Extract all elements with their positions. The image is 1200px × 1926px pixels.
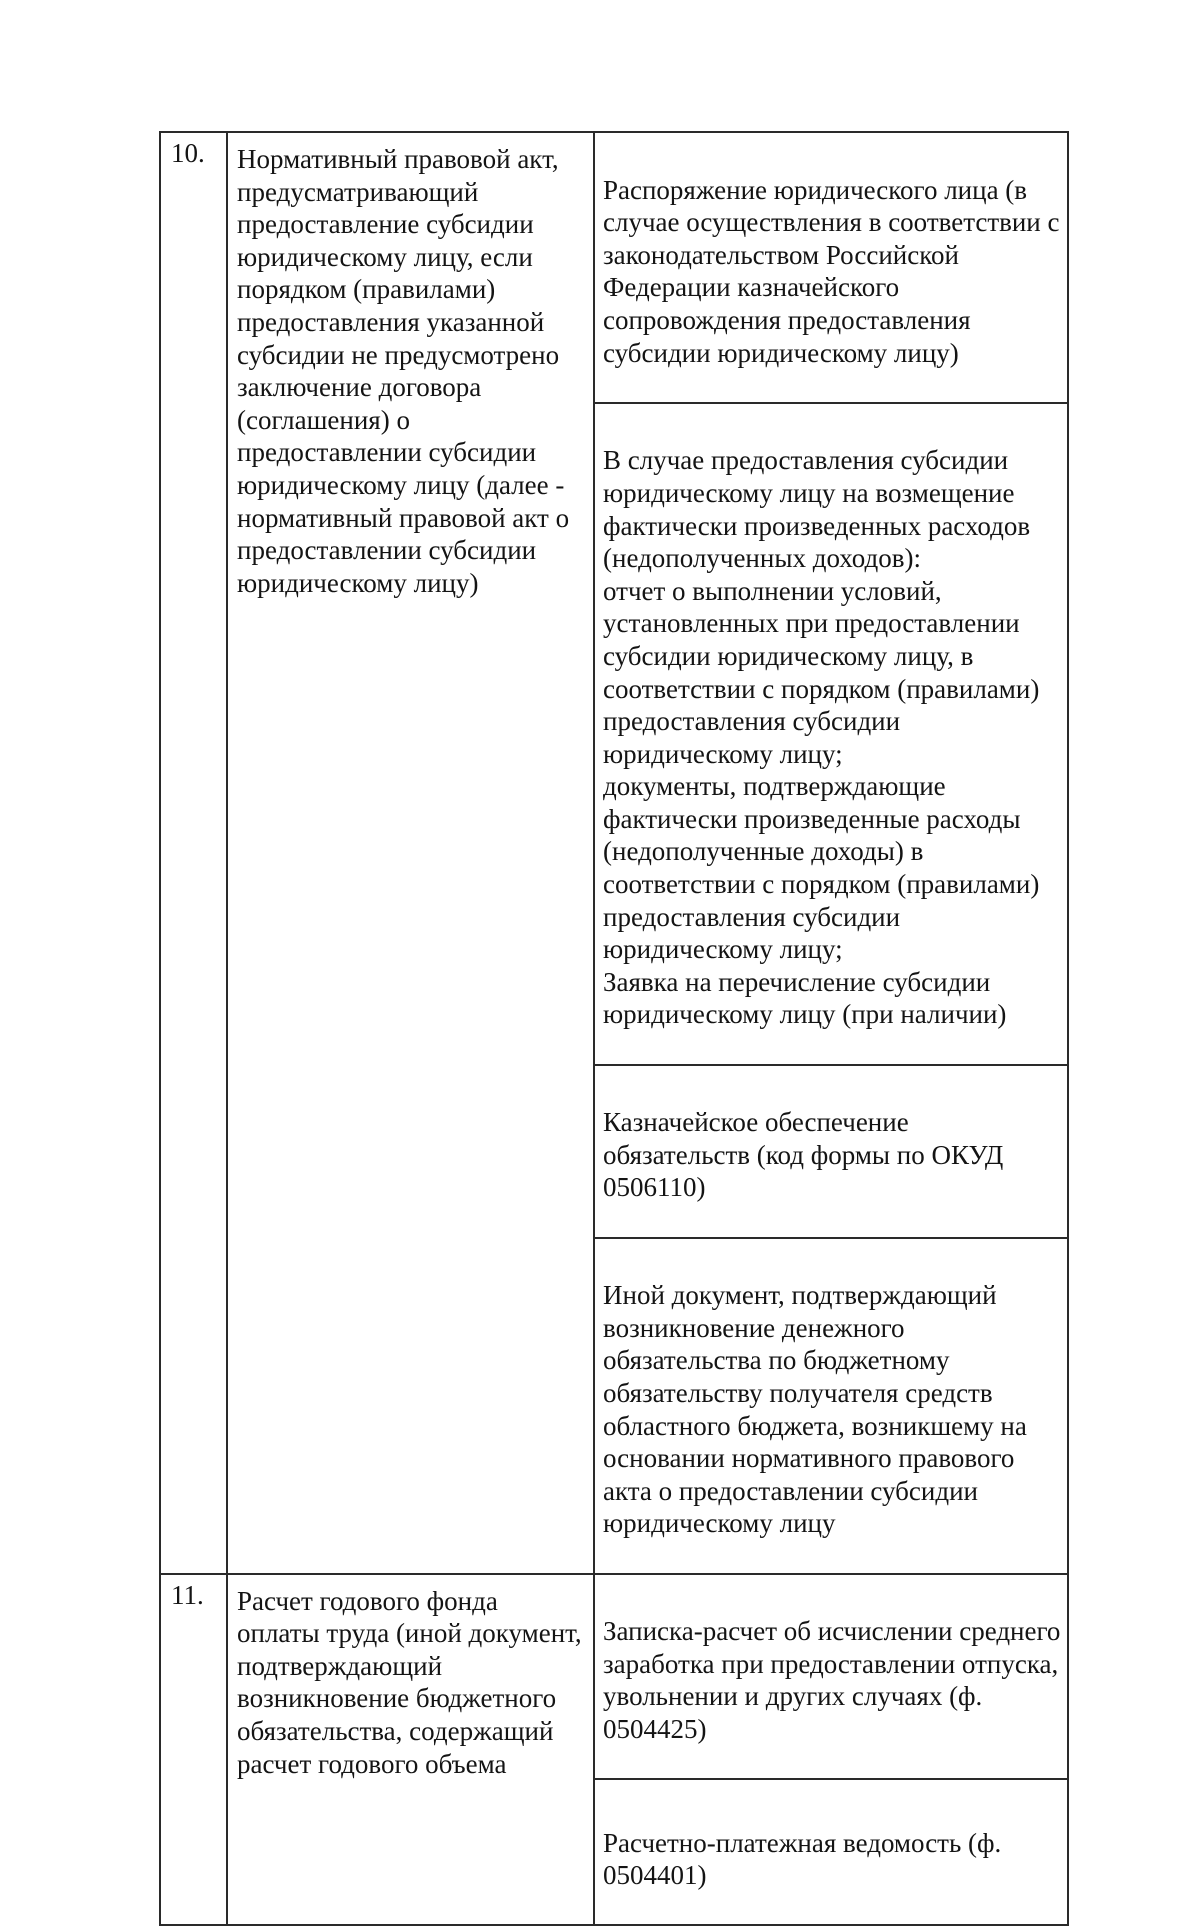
row-number: 10. [171, 138, 205, 168]
supporting-document-cell [594, 403, 1068, 1065]
row-number-cell [160, 1574, 227, 1926]
table-row-10 [160, 132, 1068, 403]
supporting-document-text: Казначейское обеспечение обязательств (код формы по ОКУД 0506110) [603, 1107, 1004, 1203]
supporting-document-text: Записка-расчет об исчислении среднего заработка при предоставлении отпуска, увольнении и других случаях (ф. 0504425) [603, 1616, 1061, 1744]
supporting-document-text: Расчетно-платежная ведомость (ф. 0504401) [603, 1827, 1002, 1891]
supporting-document-cell [594, 132, 1068, 403]
document-name-cell [227, 1574, 594, 1926]
supporting-document-cell [594, 1779, 1068, 1925]
supporting-document-cell [594, 1065, 1068, 1238]
document-name: Расчет годового фонда оплаты труда (иной документ, подтверждающий возникновение бюджетного обязательства, содержащий расчет годового объема [237, 1585, 582, 1779]
document-name-cell [227, 132, 594, 1574]
row-number: 11. [171, 1579, 204, 1610]
document-name: Нормативный правовой акт, предусматривающий предоставление субсидии юридическому лицу, если порядком (правилами) предоставления указанной субсидии не предусмотрено заключение договора (соглашения) о предоставлении субсидии юридическому лицу (далее - нормативный правовой акт о предоставлении субсидии юридическому лицу) [237, 144, 570, 598]
table-row-11 [160, 1574, 1068, 1780]
supporting-document-cell [594, 1574, 1068, 1780]
row-number-cell [160, 132, 227, 1574]
supporting-document-text: В случае предоставления субсидии юридическому лицу на возмещение фактически произведенных расходов (недополученных доходов): отчет о выполнении условий, установленных при предоставлении субсидии юридическому лицу, в соответствии с порядком (правилами) предоставления субсидии юридическому лицу; документы, подтверждающие фактически произведенные расходы (недополученные доходы) в соответствии с порядком (правилами) предоставления субсидии юридическому лицу; Заявка на перечисление субсидии юридическому лицу (при наличии) [603, 445, 1040, 1030]
supporting-document-text: Распоряжение юридического лица (в случае осуществления в соответствии с законодательством Российской Федерации казначейского сопровождения предоставления субсидии юридическому лицу) [603, 174, 1060, 368]
supporting-document-cell [594, 1238, 1068, 1574]
supporting-document-text: Иной документ, подтверждающий возникновение денежного обязательства по бюджетному обязательству получателя средств областного бюджета, возникшему на основании нормативного правового акта о предоставлении субсидии юридическому лицу [603, 1280, 1027, 1539]
document-table [159, 131, 1069, 1926]
